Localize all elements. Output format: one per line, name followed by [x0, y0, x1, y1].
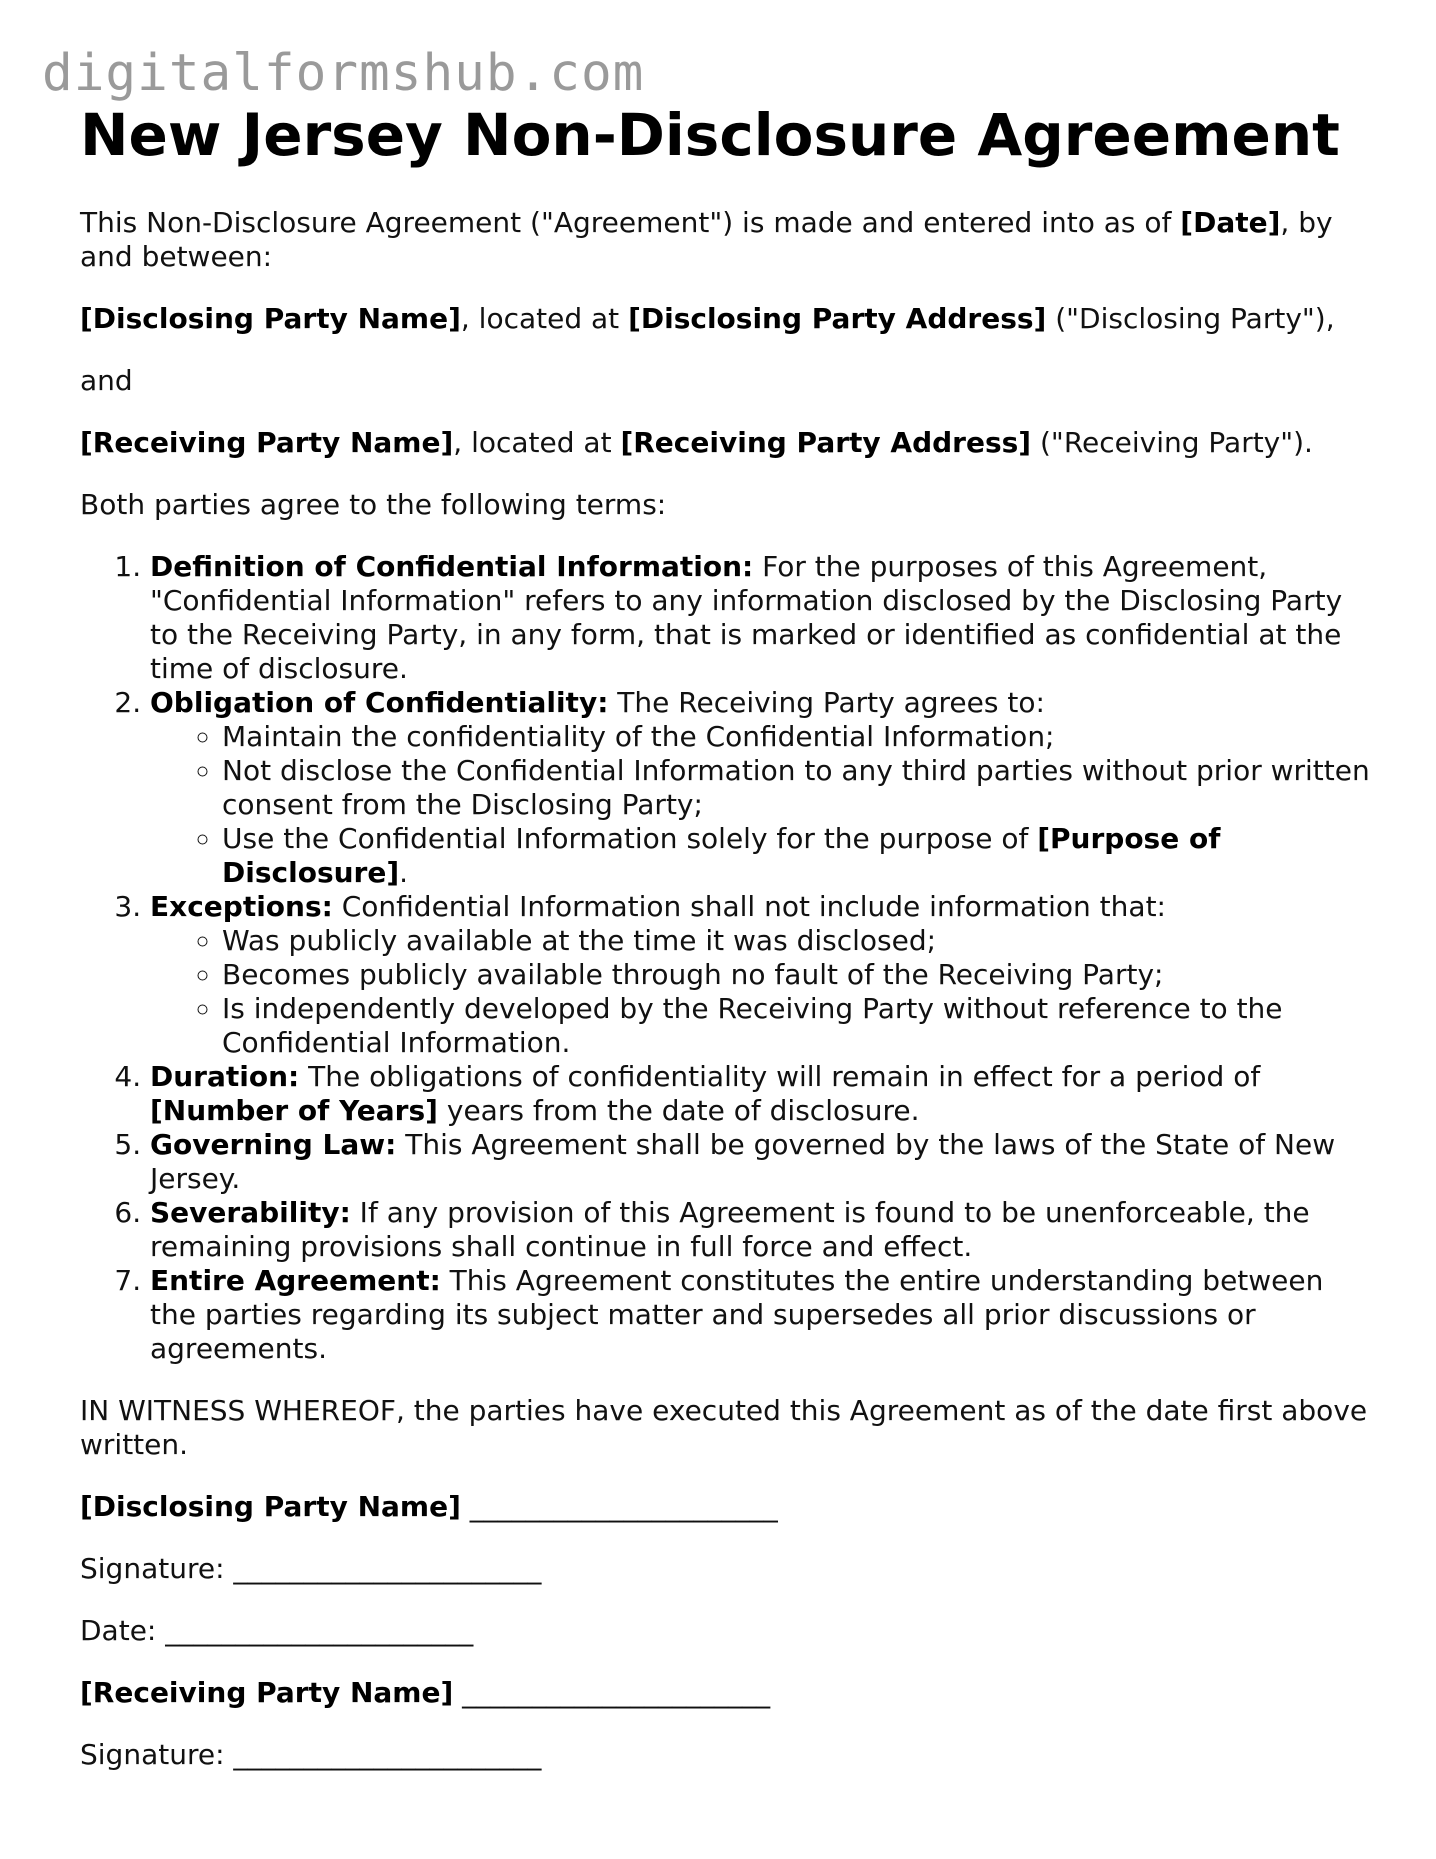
term-text: If any provision of this Agreement is found to be unenforceable, the remaining provisions shall continue in full force and effect. — [150, 1196, 1310, 1263]
term-text-end: years from the date of disclosure. — [437, 1094, 920, 1127]
receiving-party-name-sign: [Receiving Party Name] — [80, 1676, 454, 1709]
term-governing-law — [150, 1128, 1370, 1196]
list-item-text: Use the Confidential Information solely for the purpose of — [222, 822, 1038, 855]
document — [80, 100, 1370, 1800]
intro-text: This Non-Disclosure Agreement ("Agreement") is made and entered into as of — [80, 206, 1181, 239]
and-text: and — [80, 364, 133, 397]
page-title: New Jersey Non-Disclosure Agreement — [80, 101, 1340, 169]
date-placeholder: [Date] — [1180, 206, 1281, 239]
terms-list — [80, 550, 1370, 1366]
receiving-signature-line: Signature: ______________________ — [80, 1738, 542, 1771]
receiving-signature-name — [80, 1676, 1370, 1710]
term-text: For the purposes of this Agreement, "Confidential Information" refers to any information disclosed by the Disclosing Party to the Receiving Party, in any form, that is marked or identified as confidential at the time of disclosure. — [150, 550, 1343, 685]
list-item: ◦ Is independently developed by the Receiving Party without reference to the Confidential Information. — [222, 992, 1370, 1060]
disclosing-party-name-sign: [Disclosing Party Name] — [80, 1490, 461, 1523]
name-line: ______________________ — [453, 1676, 771, 1709]
years-placeholder: [Number of Years] — [150, 1094, 438, 1127]
receiving-party-paragraph — [80, 426, 1370, 460]
term-text: Confidential Information shall not include information that: — [332, 890, 1166, 923]
disclosing-signature-line: Signature: ______________________ — [80, 1552, 542, 1585]
term-text: The Receiving Party agrees to: — [608, 686, 1045, 719]
disclosing-located-text: , located at — [460, 302, 629, 335]
list-item — [222, 822, 1370, 890]
term-duration — [150, 1060, 1370, 1128]
term-heading: Entire Agreement: — [150, 1264, 441, 1297]
term-text: This Agreement constitutes the entire understanding between the parties regarding its subject matter and supersedes all prior discussions or agreements. — [150, 1264, 1324, 1365]
term-heading: Severability: — [150, 1196, 351, 1229]
term-heading: Duration: — [150, 1060, 300, 1093]
intro-text-end: , by and between: — [80, 206, 1333, 273]
watermark: digitalformshub.com — [42, 44, 645, 103]
term-severability — [150, 1196, 1370, 1264]
witness-text: IN WITNESS WHEREOF, the parties have executed this Agreement as of the date first above written. — [80, 1394, 1368, 1461]
receiving-located-text: , located at — [453, 426, 621, 459]
term-text: This Agreement shall be governed by the laws of the State of New Jersey. — [150, 1128, 1336, 1195]
term-heading: Exceptions: — [150, 890, 333, 923]
receiving-party-name: [Receiving Party Name] — [80, 426, 454, 459]
list-item: ◦ Becomes publicly available through no fault of the Receiving Party; — [222, 958, 1370, 992]
term-heading: Definition of Confidential Information: — [150, 550, 754, 583]
disclosing-signature-name — [80, 1490, 1370, 1524]
intro-paragraph — [80, 206, 1370, 274]
term-heading: Obligation of Confidentiality: — [150, 686, 609, 719]
term-obligation — [150, 686, 1370, 890]
list-item-end: . — [399, 856, 409, 889]
list-item: ◦ Was publicly available at the time it was disclosed; — [222, 924, 1370, 958]
term-entire-agreement — [150, 1264, 1370, 1366]
obligation-sublist — [150, 720, 1370, 890]
receiving-role-text: ("Receiving Party"). — [1031, 426, 1313, 459]
term-exceptions — [150, 890, 1370, 1060]
list-item: ◦ Not disclose the Confidential Information to any third parties without prior written consent from the Disclosing Party; — [222, 754, 1370, 822]
receiving-party-address: [Receiving Party Address] — [620, 426, 1032, 459]
term-definition — [150, 550, 1370, 686]
name-line: ______________________ — [460, 1490, 778, 1523]
purpose-placeholder: [Purpose of Disclosure] — [222, 822, 1221, 889]
disclosing-party-paragraph — [80, 302, 1370, 336]
disclosing-party-name: [Disclosing Party Name] — [80, 302, 461, 335]
list-item: ◦ Maintain the confidentiality of the Confidential Information; — [222, 720, 1370, 754]
agree-text: Both parties agree to the following terms: — [80, 488, 667, 521]
disclosing-party-address: [Disclosing Party Address] — [628, 302, 1047, 335]
term-text: The obligations of confidentiality will remain in effect for a period of — [299, 1060, 1261, 1093]
term-heading: Governing Law: — [150, 1128, 397, 1161]
exceptions-sublist — [150, 924, 1370, 1060]
disclosing-date-line: Date: ______________________ — [80, 1614, 474, 1647]
disclosing-role-text: ("Disclosing Party"), — [1046, 302, 1335, 335]
